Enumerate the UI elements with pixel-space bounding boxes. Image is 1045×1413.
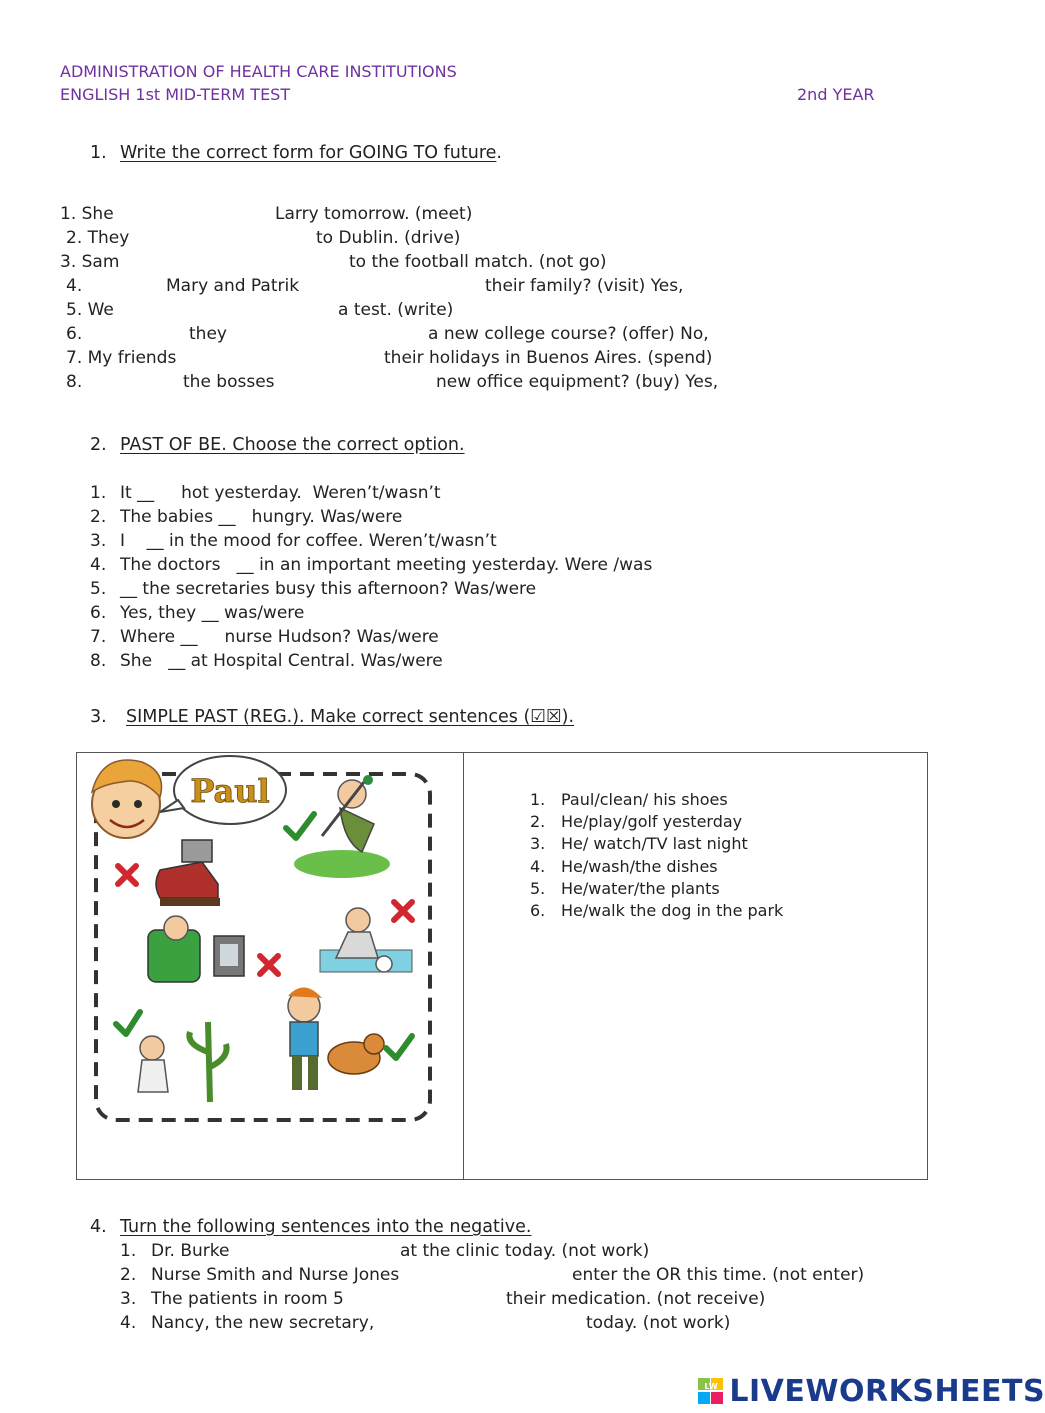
section1-heading <box>120 143 502 163</box>
s1-item-2-rest: to Dublin. (drive) <box>316 228 461 248</box>
s1-item-1-rest: Larry tomorrow. (meet) <box>275 204 473 224</box>
shoe-polishing-icon <box>156 840 220 906</box>
s4-item-rest: at the clinic today. (not work) <box>400 1241 650 1261</box>
logo-badge-text: LW <box>704 1381 718 1391</box>
section4-number: 4. <box>90 1217 107 1237</box>
s2-item-number: 6. <box>90 603 107 623</box>
s1-item-3-subject: 3. Sam <box>60 252 120 272</box>
s2-item-text: __ the secretaries busy this afternoon? Was/were <box>120 579 537 599</box>
s4-item-subject: Nancy, the new secretary, <box>151 1313 375 1333</box>
s2-item-number: 2. <box>90 507 107 527</box>
section1-number: 1. <box>90 143 107 163</box>
s2-item-number: 4. <box>90 555 107 575</box>
section1-title: Write the correct form for GOING TO future <box>120 143 497 163</box>
liveworksheets-logo[interactable] <box>698 1374 1045 1409</box>
header-test-title: ENGLISH 1st MID-TERM TEST <box>60 85 291 104</box>
cross-mark-icon <box>260 956 278 974</box>
s2-item-number: 8. <box>90 651 107 671</box>
speech-bubble <box>160 756 286 824</box>
s2-item-number: 3. <box>90 531 107 551</box>
cross-mark-icon <box>118 866 136 884</box>
header-year: 2nd YEAR <box>797 85 875 104</box>
s1-item-3-rest: to the football match. (not go) <box>349 252 607 272</box>
s3-item-text: He/ watch/TV last night <box>561 834 748 853</box>
paul-activities-illustration <box>82 752 438 1132</box>
s1-item-2-subject: 2. They <box>66 228 130 248</box>
s2-item-text: The babies __ hungry. Was/were <box>120 507 403 527</box>
s3-item-number: 4. <box>530 857 546 876</box>
s4-item-subject: The patients in room 5 <box>151 1289 344 1309</box>
s2-item-number: 7. <box>90 627 107 647</box>
s4-item-rest: enter the OR this time. (not enter) <box>572 1265 865 1285</box>
s2-item-text: She __ at Hospital Central. Was/were <box>120 651 443 671</box>
s1-item-8-number: 8. <box>66 372 83 392</box>
s1-item-4-subject: Mary and Patrik <box>166 276 300 296</box>
bubble-text: Paul <box>190 772 270 810</box>
s1-item-4-number: 4. <box>66 276 83 296</box>
s3-item-number: 5. <box>530 879 546 898</box>
s4-item-number: 1. <box>120 1241 137 1261</box>
s3-item-text: He/play/golf yesterday <box>561 812 743 831</box>
s4-item-rest: their medication. (not receive) <box>506 1289 766 1309</box>
s3-item-number: 1. <box>530 790 546 809</box>
s3-item-number: 2. <box>530 812 546 831</box>
watching-tv-icon <box>148 916 244 982</box>
s2-item-text: It __ hot yesterday. Weren’t/wasn’t <box>120 483 441 503</box>
s1-item-7-subject: 7. My friends <box>66 348 177 368</box>
section1-title-end: . <box>496 143 502 163</box>
paul-face-icon <box>92 760 162 838</box>
section3-table-divider <box>463 752 464 1179</box>
s4-item-subject: Nurse Smith and Nurse Jones <box>151 1265 400 1285</box>
golfer-icon <box>294 775 390 878</box>
s1-item-6-rest: a new college course? (offer) No, <box>428 324 709 344</box>
s1-item-1-subject: 1. She <box>60 204 114 224</box>
watering-plants-icon <box>138 1022 227 1102</box>
s4-item-number: 2. <box>120 1265 137 1285</box>
liveworksheets-logo-text: LIVEWORKSHEETS <box>729 1374 1045 1409</box>
s2-item-number: 1. <box>90 483 107 503</box>
section4-title: Turn the following sentences into the negative. <box>120 1217 532 1237</box>
section2-number: 2. <box>90 435 107 455</box>
header-institution: ADMINISTRATION OF HEALTH CARE INSTITUTIONS <box>60 62 457 81</box>
walking-dog-icon <box>288 987 384 1090</box>
s3-item-text: He/water/the plants <box>561 879 720 898</box>
s3-item-text: He/wash/the dishes <box>561 857 718 876</box>
section3-number: 3. <box>90 707 107 727</box>
section3-title: SIMPLE PAST (REG.). Make correct sentences (☑☒). <box>126 707 575 727</box>
s2-item-text: Yes, they __ was/were <box>120 603 305 623</box>
section2-title: PAST OF BE. Choose the correct option. <box>120 435 465 455</box>
s4-item-number: 3. <box>120 1289 137 1309</box>
s1-item-5-subject: 5. We <box>66 300 114 320</box>
s1-item-8-rest: new office equipment? (buy) Yes, <box>436 372 719 392</box>
s3-item-number: 3. <box>530 834 546 853</box>
check-mark-icon <box>116 1012 140 1034</box>
s1-item-8-subject: the bosses <box>183 372 275 392</box>
s1-item-5-rest: a test. (write) <box>338 300 454 320</box>
s4-item-rest: today. (not work) <box>586 1313 731 1333</box>
cross-mark-icon <box>394 902 412 920</box>
check-mark-icon <box>286 814 314 838</box>
s1-item-4-rest: their family? (visit) Yes, <box>485 276 684 296</box>
check-mark-icon <box>386 1036 412 1058</box>
s4-item-subject: Dr. Burke <box>151 1241 230 1261</box>
s3-item-text: He/walk the dog in the park <box>561 901 784 920</box>
s2-item-number: 5. <box>90 579 107 599</box>
s2-item-text: I __ in the mood for coffee. Weren’t/wasn’t <box>120 531 497 551</box>
s1-item-7-rest: their holidays in Buenos Aires. (spend) <box>384 348 713 368</box>
liveworksheets-logo-icon <box>698 1376 724 1408</box>
s3-item-number: 6. <box>530 901 546 920</box>
s4-item-number: 4. <box>120 1313 137 1333</box>
s2-item-text: The doctors __ in an important meeting yesterday. Were /was <box>120 555 653 575</box>
s1-item-6-subject: they <box>189 324 227 344</box>
s3-item-text: Paul/clean/ his shoes <box>561 790 728 809</box>
s1-item-6-number: 6. <box>66 324 83 344</box>
s2-item-text: Where __ nurse Hudson? Was/were <box>120 627 439 647</box>
